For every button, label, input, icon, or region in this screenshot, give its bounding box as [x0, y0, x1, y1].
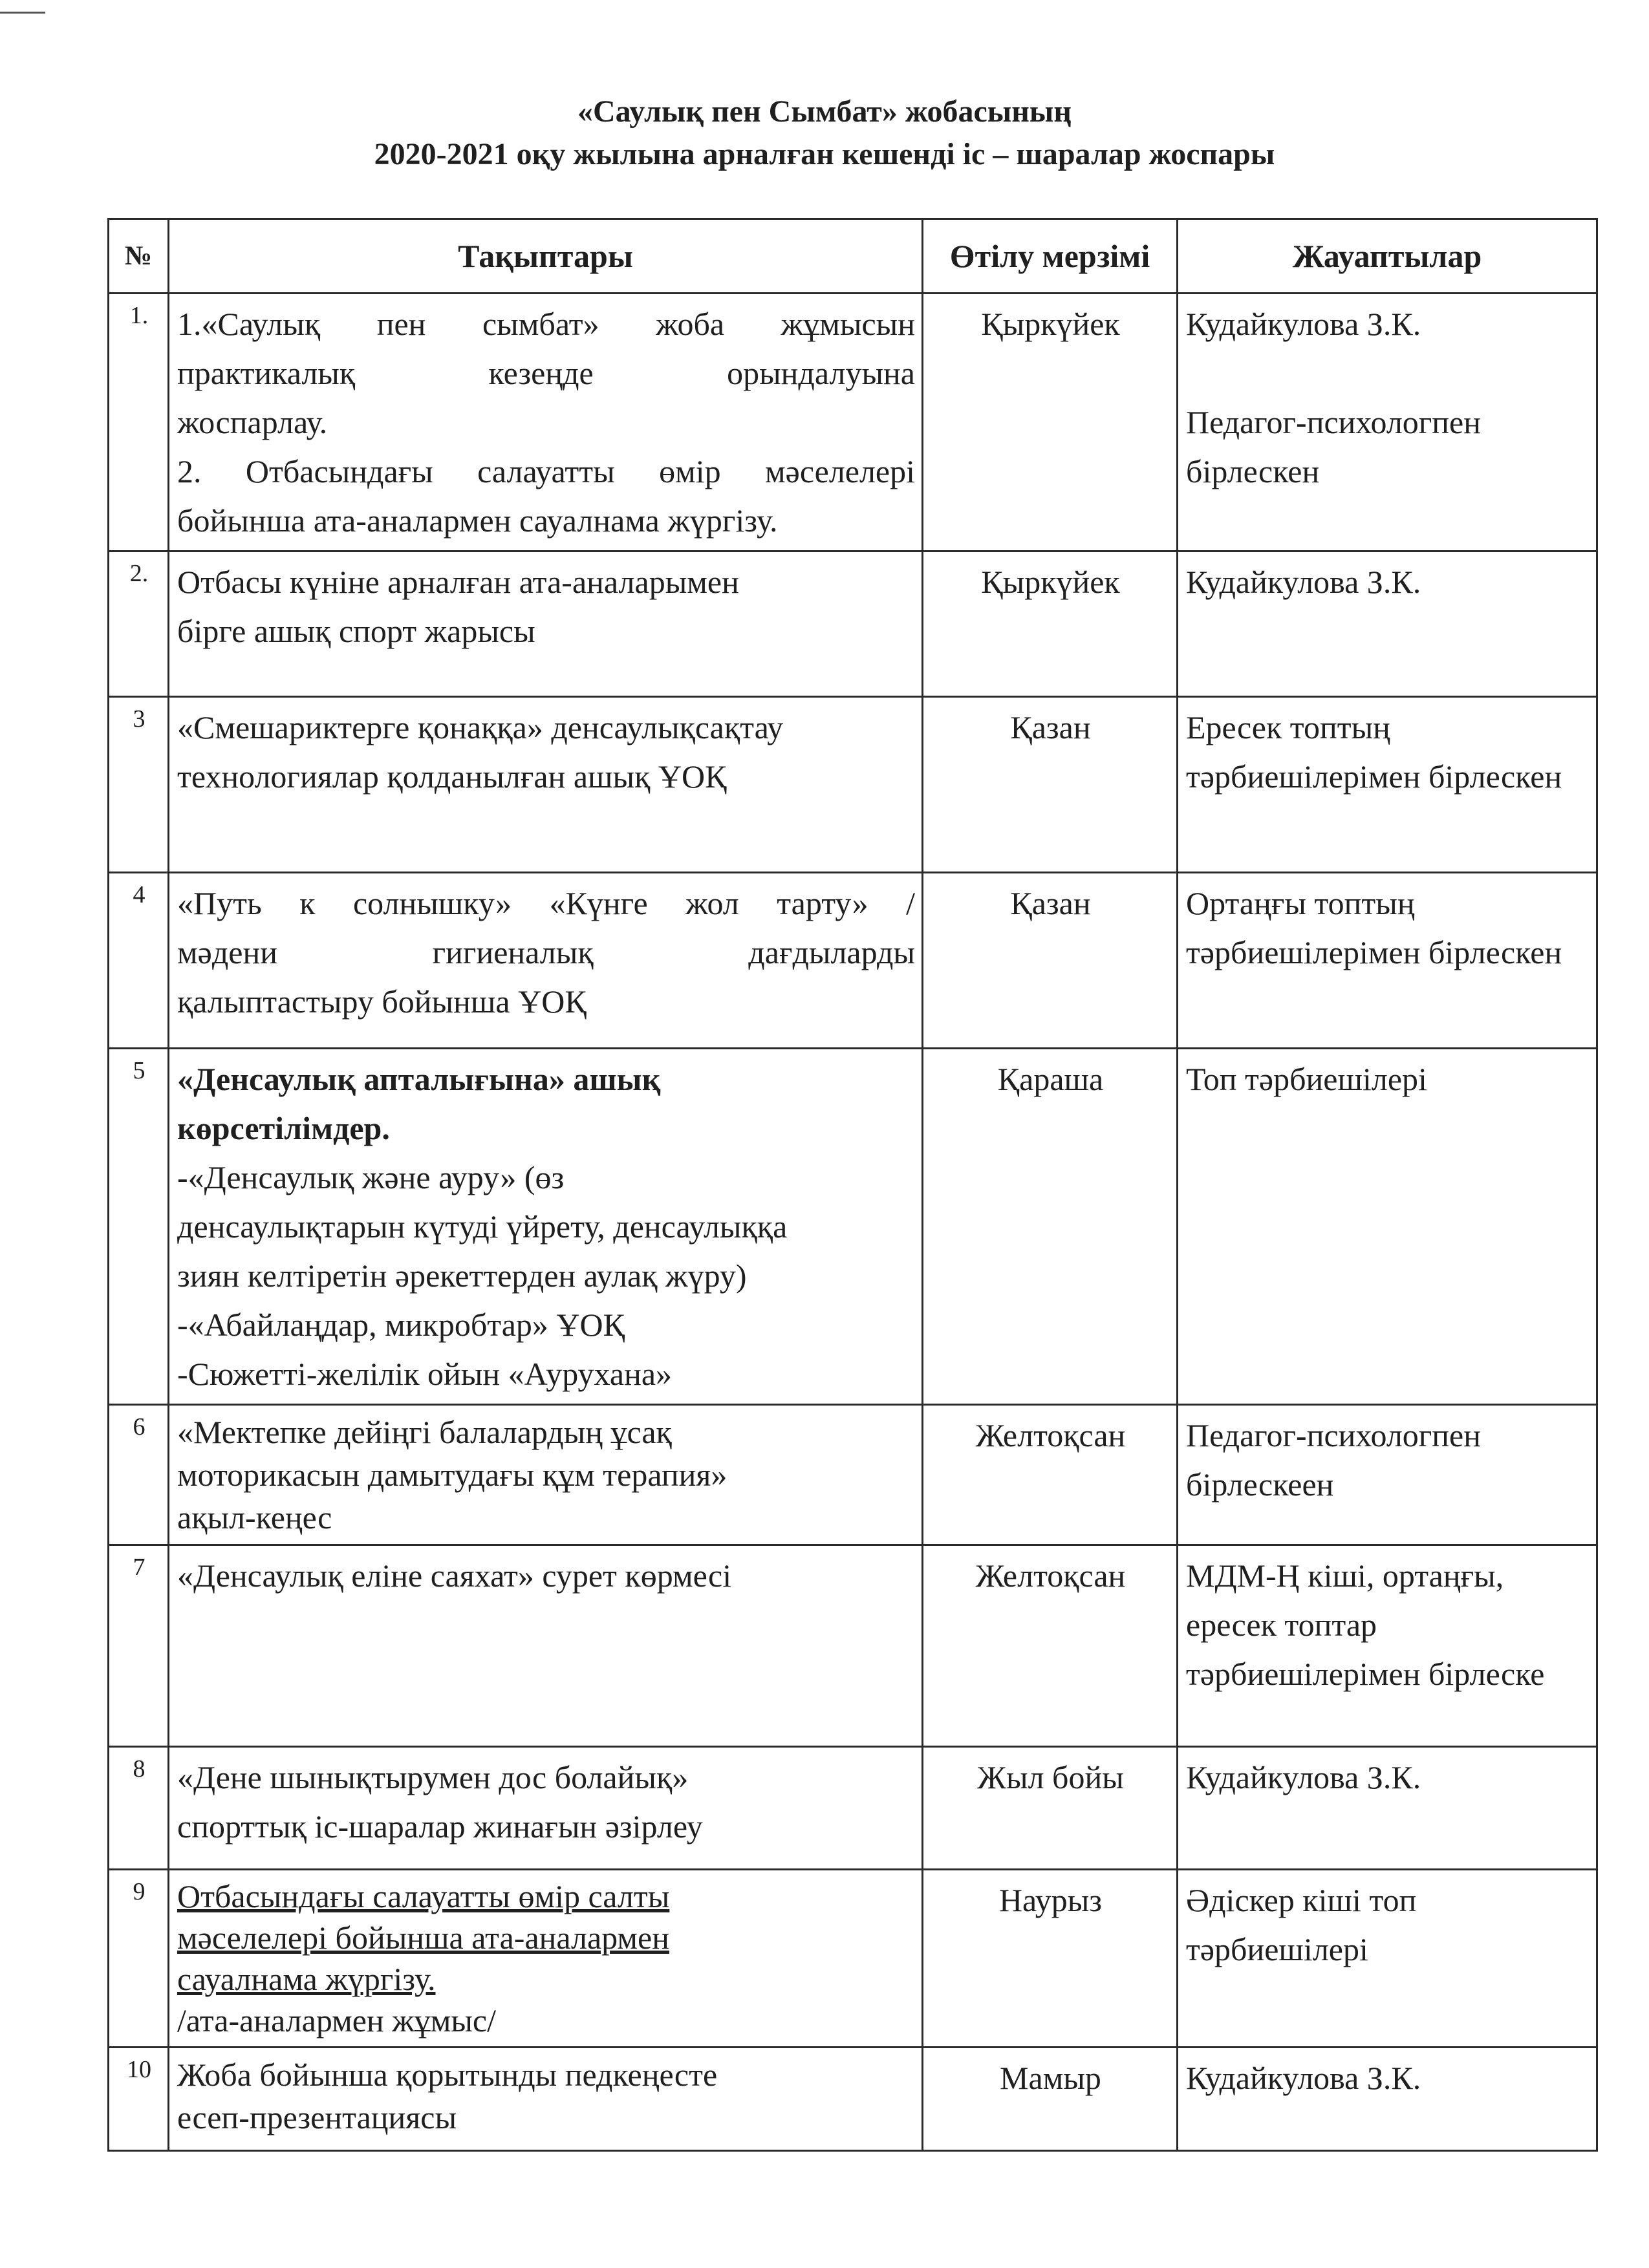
topic-line: Отбасы күніне арналған ата-аналарымен	[177, 564, 739, 600]
row-topic	[169, 1405, 923, 1545]
topic-line: қалыптастыру бойынша ҰОҚ	[177, 983, 587, 1020]
row-topic	[169, 697, 923, 873]
row-number: 3	[109, 697, 169, 873]
row-deadline: Қазан	[923, 873, 1178, 1049]
row-deadline: Жыл бойы	[923, 1747, 1178, 1870]
topic-line: ақыл-кеңес	[177, 1499, 332, 1535]
topic-line: практикалық кезеңде орындалуына	[177, 355, 915, 391]
topic-line: «Мектепке дейіңгі балалардың ұсақ	[177, 1414, 672, 1450]
table-row	[109, 1405, 1597, 1545]
document-title	[0, 91, 1649, 176]
row-deadline: Мамыр	[923, 2048, 1178, 2151]
row-number: 10	[109, 2048, 169, 2151]
topic-line: «Денсаулық еліне саяхат» сурет көрмесі	[177, 1557, 732, 1594]
topic-line: бойынша ата-аналармен сауалнама жүргізу.	[177, 502, 778, 539]
topic-line: моторикасын дамытудағы құм терапия»	[177, 1457, 727, 1493]
row-number: 6	[109, 1405, 169, 1545]
row-topic	[169, 294, 923, 551]
row-topic	[169, 873, 923, 1049]
topic-line: мәдени гигиеналық дағдыларды	[177, 934, 915, 970]
title-line-1: «Саулық пен Сымбат» жобасының	[577, 94, 1072, 129]
title-line-2: 2020-2021 оқу жылына арналған кешенді іс – шаралар жоспары	[374, 137, 1275, 171]
row-deadline: Қыркүйек	[923, 551, 1178, 697]
row-responsible: МДМ-Ң кіші, ортаңғы, ересек топтар тәрбиешілерімен бірлеске	[1178, 1545, 1597, 1747]
topic-line-underlined: мәселелері бойынша ата-аналармен	[177, 1920, 670, 1956]
row-responsible: Кудайкулова З.К.	[1178, 551, 1597, 697]
row-topic	[169, 1747, 923, 1870]
topic-line: 2. Отбасындағы салауатты өмір мәселелері	[177, 453, 915, 489]
topic-line: зиян келтіретін әрекеттерден аулақ жүру)	[177, 1257, 747, 1294]
row-number: 9	[109, 1870, 169, 2048]
topic-line: жоспарлау.	[177, 404, 328, 440]
row-responsible: Кудайкулова З.К.	[1178, 1747, 1597, 1870]
topic-line: -«Абайлаңдар, микробтар» ҰОҚ	[177, 1307, 625, 1343]
topic-line: спорттық іс-шаралар жинағын әзірлеу	[177, 1808, 703, 1845]
header-responsible: Жауаптылар	[1178, 219, 1597, 294]
topic-line: /ата-аналармен жұмыс/	[177, 2002, 497, 2038]
row-responsible: Ортаңғы топтың тәрбиешілерімен бірлескен	[1178, 873, 1597, 1049]
responsible-line: Педагог-психологпен бірлескен	[1186, 404, 1482, 489]
activity-plan-table	[107, 218, 1598, 2152]
topic-line-underlined: сауалнама жүргізу.	[177, 1961, 436, 1997]
row-responsible: Топ тәрбиешілері	[1178, 1049, 1597, 1405]
table-row	[109, 1545, 1597, 1747]
topic-line-underlined: Отбасындағы салауатты өмір салты	[177, 1878, 670, 1914]
scan-edge-mark	[0, 12, 45, 14]
header-topics: Тақыптары	[169, 219, 923, 294]
topic-line: денсаулықтарын күтуді үйрету, денсаулыққа	[177, 1208, 788, 1245]
row-deadline: Қазан	[923, 697, 1178, 873]
topic-line: «Смешариктерге қонаққа» денсаулықсақтау	[177, 709, 784, 745]
row-topic	[169, 551, 923, 697]
table-row	[109, 2048, 1597, 2151]
topic-line: технологиялар қолданылған ашық ҰОҚ	[177, 758, 727, 795]
topic-heading: «Денсаулық апталығына» ашық көрсетілімдер.	[177, 1061, 661, 1146]
table-header-row	[109, 219, 1597, 294]
row-deadline: Желтоқсан	[923, 1405, 1178, 1545]
row-deadline: Қараша	[923, 1049, 1178, 1405]
topic-line: есеп-презентациясы	[177, 2099, 457, 2135]
topic-line: -«Денсаулық және ауру» (өз	[177, 1159, 565, 1195]
row-responsible: Ересек топтың тәрбиешілерімен бірлескен	[1178, 697, 1597, 873]
row-deadline: Желтоқсан	[923, 1545, 1178, 1747]
row-responsible	[1178, 294, 1597, 551]
table-row	[109, 873, 1597, 1049]
responsible-line: Кудайкулова З.К.	[1186, 306, 1421, 342]
header-deadline: Өтілу мерзімі	[923, 219, 1178, 294]
row-number: 5	[109, 1049, 169, 1405]
row-number: 7	[109, 1545, 169, 1747]
cell-spacer	[1186, 348, 1590, 398]
row-topic	[169, 1870, 923, 2048]
topic-line: -Сюжетті-желілік ойын «Аурухана»	[177, 1356, 673, 1392]
row-responsible: Әдіскер кіші топ тәрбиешілері	[1178, 1870, 1597, 2048]
row-deadline: Қыркүйек	[923, 294, 1178, 551]
row-responsible: Кудайкулова З.К.	[1178, 2048, 1597, 2151]
row-number: 1.	[109, 294, 169, 551]
row-topic	[169, 1049, 923, 1405]
row-number: 8	[109, 1747, 169, 1870]
row-responsible: Педагог-психологпен бірлескеен	[1178, 1405, 1597, 1545]
topic-line: Жоба бойынша қорытынды педкеңесте	[177, 2057, 718, 2093]
row-deadline: Наурыз	[923, 1870, 1178, 2048]
table-row	[109, 1870, 1597, 2048]
table-row	[109, 294, 1597, 551]
topic-line: «Дене шынықтырумен дос болайық»	[177, 1759, 689, 1795]
topic-line: 1.«Саулық пен сымбат» жоба жұмысын	[177, 306, 915, 342]
row-number: 4	[109, 873, 169, 1049]
row-number: 2.	[109, 551, 169, 697]
topic-line: «Путь к солнышку» «Күнге жол тарту» /	[177, 885, 915, 921]
header-number: №	[109, 219, 169, 294]
row-topic	[169, 1545, 923, 1747]
table-row	[109, 1747, 1597, 1870]
table-row	[109, 551, 1597, 697]
table-row	[109, 697, 1597, 873]
topic-line: бірге ашық спорт жарысы	[177, 613, 535, 649]
table-row	[109, 1049, 1597, 1405]
row-topic	[169, 2048, 923, 2151]
